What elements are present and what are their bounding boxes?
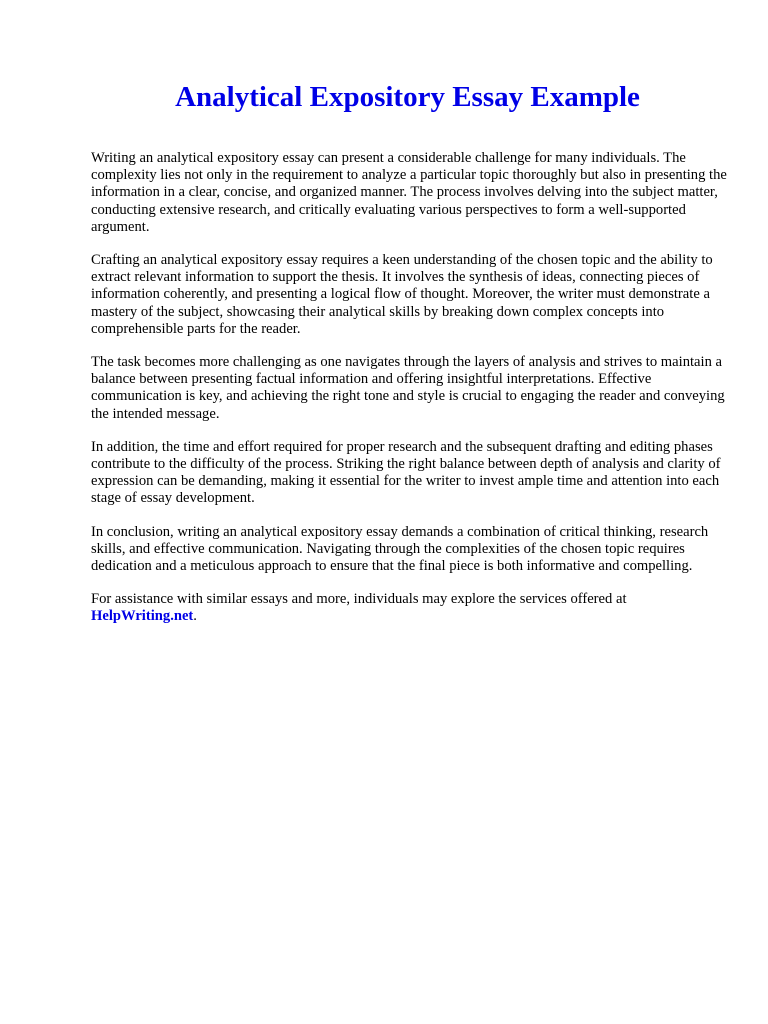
closing-paragraph bbox=[91, 591, 731, 625]
paragraph-4: In addition, the time and effort required for proper research and the subsequent drafting and editing phases contribute to the difficulty of the process. Striking the right balance between depth of analysis and clarity of expression can be demanding, making it essential for the writer to invest ample time and attention into each stage of essay development. bbox=[91, 438, 721, 507]
document-title: Analytical Expository Essay Example bbox=[175, 81, 640, 113]
paragraph-2: Crafting an analytical expository essay requires a keen understanding of the chosen topic and the ability to extract relevant information to support the thesis. It involves the synthesis of ideas, connecting pieces of information coherently, and presenting a logical flow of thought. Moreover, the writer must demonstrate a mastery of the subject, showcasing their analytical skills by breaking down complex concepts into comprehensible parts for the reader. bbox=[91, 252, 713, 337]
closing-text: For assistance with similar essays and more, individuals may explore the services offered at bbox=[91, 591, 627, 608]
closing-period: . bbox=[193, 608, 197, 625]
helpwriting-link[interactable]: HelpWriting.net bbox=[91, 608, 194, 625]
paragraph-1: Writing an analytical expository essay can present a considerable challenge for many individuals. The complexity lies not only in the requirement to analyze a particular topic thoroughly but also in presenting the information in a clear, concise, and organized manner. The process involves delving into the subject matter, conducting extensive research, and critically evaluating various perspectives to form a well-supported argument. bbox=[91, 150, 727, 235]
paragraph-5: In conclusion, writing an analytical expository essay demands a combination of critical thinking, research skills, and effective communication. Navigating through the complexities of the chosen topic requires dedication and a meticulous approach to ensure that the final piece is both informative and compelling. bbox=[91, 523, 709, 575]
paragraph-3: The task becomes more challenging as one navigates through the layers of analysis and strives to maintain a balance between presenting factual information and offering insightful interpretations. Effective communication is key, and achieving the right tone and style is crucial to engaging the reader and conveying the intended message. bbox=[91, 354, 725, 422]
